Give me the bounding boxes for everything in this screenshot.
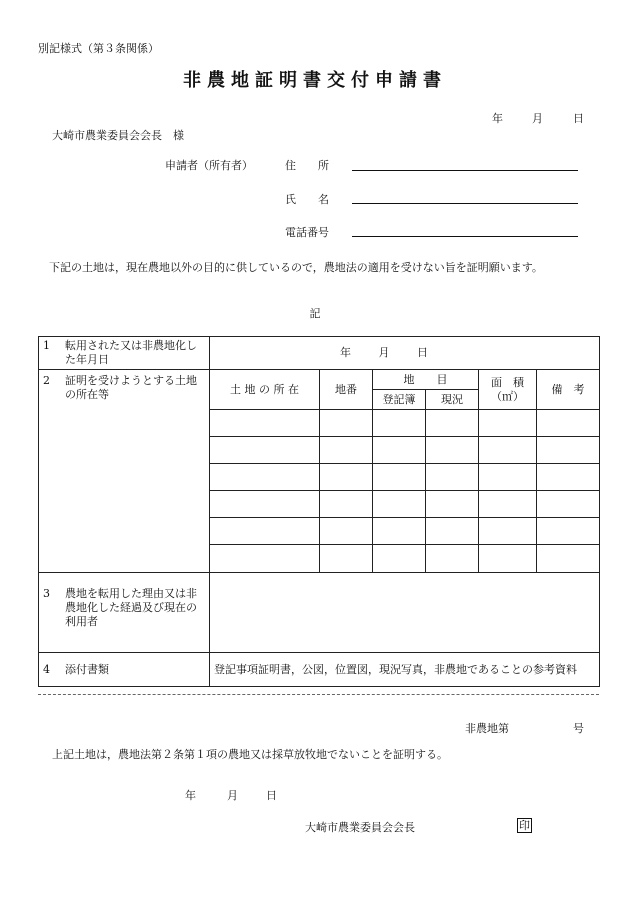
header-area-cell — [479, 370, 537, 410]
phone-label: 電話番号 — [285, 226, 329, 239]
current-cell[interactable] — [426, 545, 479, 573]
form-reference: 別記様式（第３条関係） — [38, 42, 159, 55]
location-cell[interactable] — [210, 437, 320, 464]
certificate-number-prefix: 非農地第 — [465, 722, 509, 735]
land-location-label: 証明を受けようとする土地の所在等 — [65, 374, 197, 401]
attachments-label-cell — [39, 653, 210, 687]
registry-cell[interactable] — [373, 518, 426, 545]
header-remarks: 備 考 — [537, 370, 600, 410]
location-cell[interactable] — [210, 545, 320, 573]
area-cell[interactable] — [479, 518, 537, 545]
certificate-year-label: 年 — [185, 789, 196, 802]
header-area: 面 積 — [491, 375, 524, 389]
area-cell[interactable] — [479, 437, 537, 464]
certificate-number-suffix: 号 — [573, 722, 584, 735]
location-cell[interactable] — [210, 518, 320, 545]
header-chimoku: 地 目 — [373, 370, 479, 390]
header-area-unit: （㎡） — [491, 389, 524, 403]
table-row-conversion-date — [39, 337, 600, 370]
conversion-date-field[interactable] — [210, 337, 600, 370]
phone-field[interactable] — [352, 236, 578, 237]
applicant-role-label: 申請者（所有者） — [165, 159, 253, 172]
remarks-cell[interactable] — [537, 464, 600, 491]
land-location-label-cell — [39, 370, 210, 573]
conversion-reason-label: 農地を転用した理由又は非農地化した経過及び現在の利用者 — [65, 587, 197, 628]
conversion-year-label: 年 — [340, 346, 351, 359]
row-number: 1 — [43, 339, 50, 352]
issuer-name: 大崎市農業委員会会長 — [305, 821, 415, 834]
remarks-cell[interactable] — [537, 437, 600, 464]
table-row-conversion-reason — [39, 573, 600, 653]
conversion-day-label: 日 — [417, 346, 428, 359]
conversion-month-label: 月 — [378, 346, 390, 359]
date-year-label: 年 — [492, 112, 503, 125]
remarks-cell[interactable] — [537, 518, 600, 545]
seal-mark — [517, 818, 532, 833]
current-cell[interactable] — [426, 518, 479, 545]
current-cell[interactable] — [426, 491, 479, 518]
certificate-statement: 上記土地は，農地法第２条第１項の農地又は採草放牧地でないことを証明する。 — [52, 748, 448, 761]
registry-cell[interactable] — [373, 410, 426, 437]
conversion-date-label: 転用された又は非農地化した年月日 — [65, 339, 197, 366]
form-title: 非農地証明書交付申請書 — [183, 70, 447, 91]
ki-label: 記 — [309, 307, 321, 320]
lot-cell[interactable] — [320, 518, 373, 545]
date-day-label: 日 — [573, 112, 584, 125]
header-registry: 登記簿 — [373, 390, 426, 410]
lot-cell[interactable] — [320, 410, 373, 437]
name-field[interactable] — [352, 203, 578, 204]
address-label: 住 所 — [285, 159, 329, 172]
registry-cell[interactable] — [373, 491, 426, 518]
request-statement: 下記の土地は，現在農地以外の目的に供しているので，農地法の適用を受けない旨を証明願います。 — [49, 261, 543, 274]
certificate-month-label: 月 — [227, 789, 238, 802]
row-number: 3 — [43, 587, 50, 600]
addressee: 大崎市農業委員会会長 様 — [52, 129, 184, 142]
header-location: 土 地 の 所 在 — [210, 370, 320, 410]
remarks-cell[interactable] — [537, 410, 600, 437]
location-cell[interactable] — [210, 464, 320, 491]
current-cell[interactable] — [426, 464, 479, 491]
cut-line-divider — [38, 694, 599, 695]
certificate-day-label: 日 — [266, 789, 277, 802]
header-current: 現況 — [426, 390, 479, 410]
conversion-date-label-cell — [39, 337, 210, 370]
location-cell[interactable] — [210, 491, 320, 518]
conversion-reason-label-cell — [39, 573, 210, 653]
header-lot-number: 地番 — [320, 370, 373, 410]
name-label: 氏 名 — [285, 193, 329, 206]
area-cell[interactable] — [479, 410, 537, 437]
table-row-attachments — [39, 653, 600, 687]
remarks-cell[interactable] — [537, 545, 600, 573]
area-cell[interactable] — [479, 464, 537, 491]
registry-cell[interactable] — [373, 545, 426, 573]
land-info-table — [38, 336, 600, 687]
attachments-value: 登記事項証明書，公図，位置図，現況写真，非農地であることの参考資料 — [210, 653, 600, 687]
area-cell[interactable] — [479, 491, 537, 518]
row-number: 2 — [43, 374, 50, 387]
lot-cell[interactable] — [320, 437, 373, 464]
remarks-cell[interactable] — [537, 491, 600, 518]
current-cell[interactable] — [426, 437, 479, 464]
lot-cell[interactable] — [320, 491, 373, 518]
lot-cell[interactable] — [320, 464, 373, 491]
address-field[interactable] — [352, 170, 578, 171]
conversion-reason-field[interactable] — [210, 573, 600, 653]
registry-cell[interactable] — [373, 464, 426, 491]
area-cell[interactable] — [479, 545, 537, 573]
date-month-label: 月 — [532, 112, 543, 125]
location-cell[interactable] — [210, 410, 320, 437]
current-cell[interactable] — [426, 410, 479, 437]
lot-cell[interactable] — [320, 545, 373, 573]
attachments-label: 添付書類 — [65, 662, 109, 676]
seal-label: 印 — [519, 819, 530, 832]
row-number: 4 — [43, 662, 50, 676]
table-header-row — [39, 370, 600, 390]
registry-cell[interactable] — [373, 437, 426, 464]
